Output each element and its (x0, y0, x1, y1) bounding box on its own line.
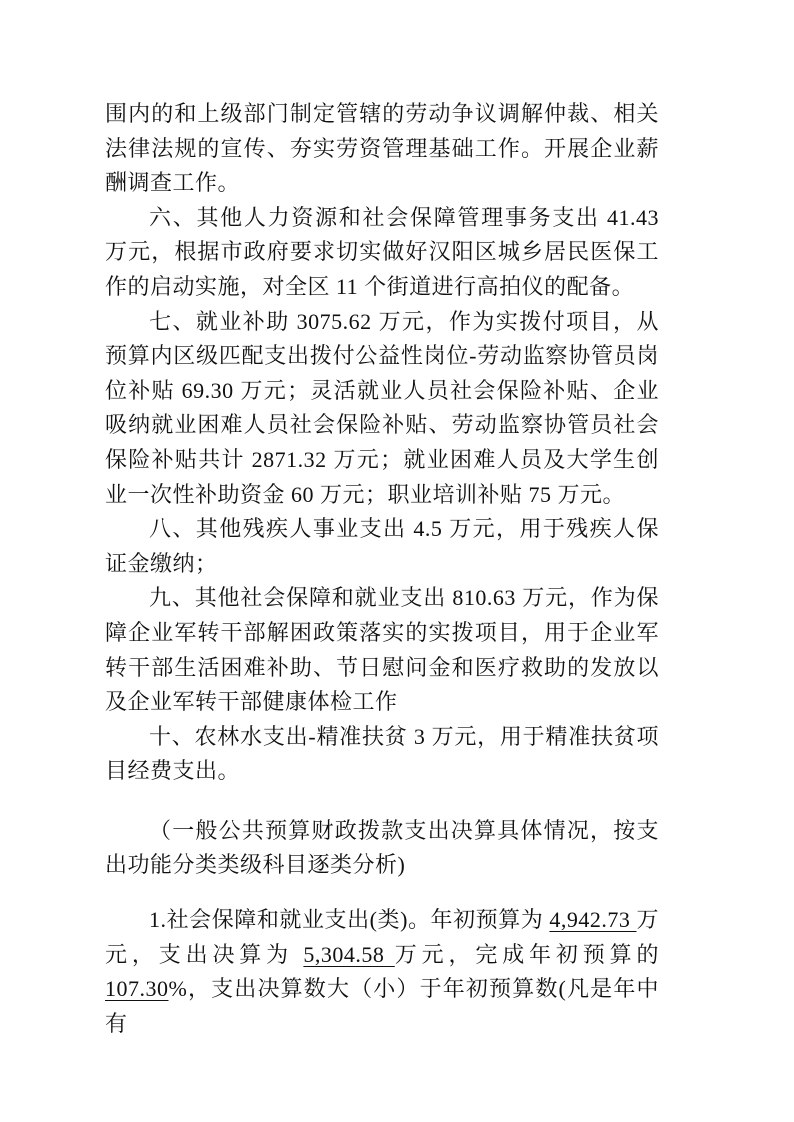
para-continuation (105, 97, 659, 201)
text-segment: 万元，支出决算为 (105, 907, 660, 967)
para-item-8 (105, 512, 659, 581)
para-item-7 (105, 305, 659, 513)
underlined-value: 4,942.73 (549, 907, 637, 933)
underlined-value: 5,304.58 (303, 941, 395, 967)
text-segment: 围内的和上级部门制定管辖的劳动争议调解仲裁、相关法律法规的宣传、夯实劳资管理基础工作。开展企业薪酬调查工作。 (105, 101, 659, 196)
text-segment: 九、其他社会保障和就业支出 810.63 万元，作为保障企业军转干部解困政策落实的实拨项目，用于企业军转干部生活困难补助、节日慰问金和医疗救助的发放以及企业军转干部健康体检工作 (105, 585, 659, 715)
text-segment: 1.社会保障和就业支出(类)。年初预算为 (149, 907, 550, 933)
text-segment: %，支出决算数大（小）于年初预算数(凡是年中有 (105, 976, 659, 1036)
document-content (105, 97, 659, 1041)
text-segment: 万元，完成年初预算的 (394, 941, 659, 967)
text-segment: 七、就业补助 3075.62 万元，作为实拨付项目，从预算内区级匹配支出拨付公益性岗位-劳动监察协管员岗位补贴 69.30 万元；灵活就业人员社会保险补贴、企业吸纳就业困难人员社会保险补贴、劳动监察协管员社会保险补贴共计 2871.32 万元；就业困难人员及大学生创业一次性补助资金 60 万元；职业培训补贴 75 万元。 (105, 308, 659, 507)
para-item-10 (105, 720, 659, 789)
para-analysis-1 (105, 903, 659, 1041)
para-item-9 (105, 581, 659, 719)
text-segment: 十、农林水支出-精准扶贫 3 万元，用于精准扶贫项目经费支出。 (105, 723, 659, 784)
text-segment: （一般公共预算财政拨款支出决算具体情况，按支出功能分类类级科目逐类分析) (105, 817, 659, 878)
text-segment: 八、其他残疾人事业支出 4.5 万元，用于残疾人保证金缴纳； (105, 516, 659, 576)
text-segment: 六、其他人力资源和社会保障管理事务支出 41.43 万元，根据市政府要求切实做好汉阳区城乡居民医保工作的启动实施，对全区 11 个街道进行高拍仪的配备。 (105, 204, 659, 299)
underlined-value: 107.30 (105, 976, 169, 1002)
para-note (105, 814, 659, 883)
para-item-6 (105, 201, 659, 305)
